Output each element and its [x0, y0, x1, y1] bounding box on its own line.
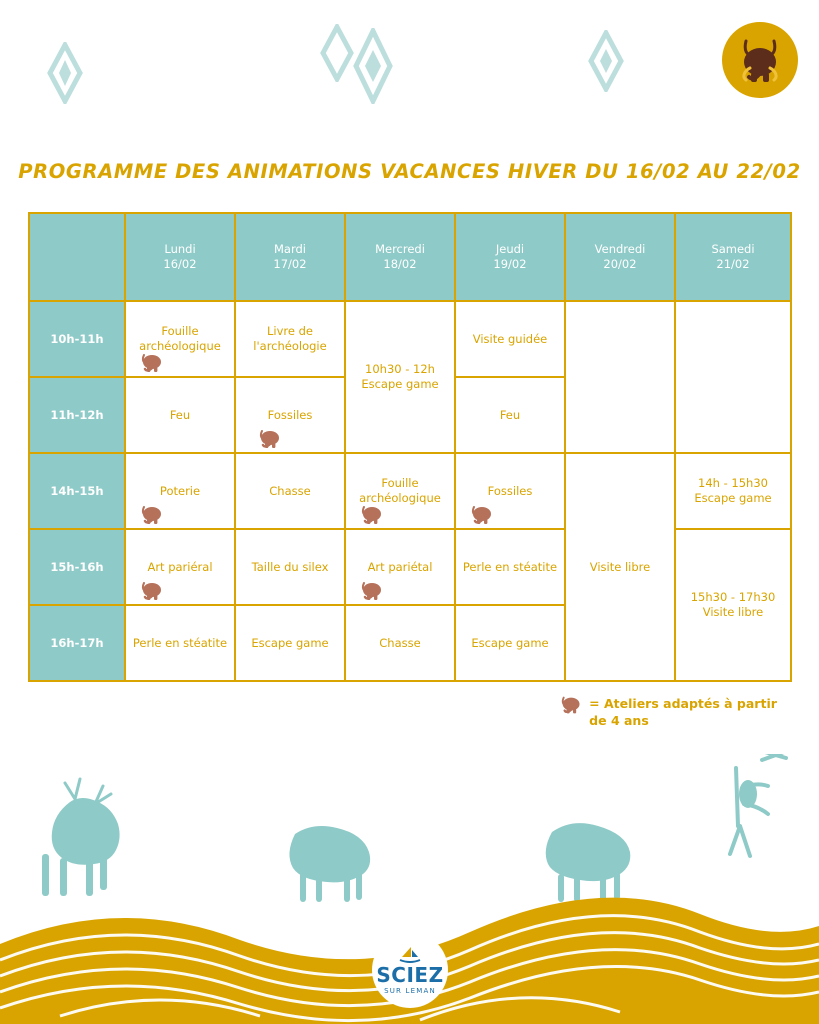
sciez-logo	[372, 932, 448, 1008]
header-date: 20/02	[603, 257, 637, 271]
mammoth-icon	[360, 582, 386, 600]
cell-lundi-16h[interactable]: Perle en stéatite	[125, 605, 235, 681]
table-row	[29, 301, 791, 377]
header-day: Samedi	[711, 242, 755, 257]
logo-sub-text: SUR LEMAN	[384, 986, 436, 995]
cell-vendredi-apresmidi[interactable]: Visite libre	[565, 453, 675, 681]
cell-mardi-14h[interactable]: Chasse	[235, 453, 345, 529]
mammoth-icon	[560, 694, 584, 716]
diamond-decor-3	[350, 28, 396, 104]
page-title: PROGRAMME DES ANIMATIONS VACANCES HIVER DU 16/02 AU 22/02	[18, 160, 801, 183]
cell-jeudi-15h[interactable]: Perle en stéatite	[455, 529, 565, 605]
cell-jeudi-16h[interactable]: Escape game	[455, 605, 565, 681]
cell-lundi-10h[interactable]	[125, 301, 235, 377]
header-date: 18/02	[383, 257, 417, 271]
mammoth-icon	[140, 506, 166, 524]
header-day: Mercredi	[375, 242, 425, 257]
mammoth-icon	[140, 354, 166, 372]
mammoth-icon	[360, 506, 386, 524]
corner-cell	[29, 213, 125, 301]
time-slot-4: 16h-17h	[29, 605, 125, 681]
mammoth-icon	[734, 35, 786, 85]
header-mardi	[235, 213, 345, 301]
header-vendredi	[565, 213, 675, 301]
header-day: Lundi	[164, 242, 196, 257]
time-slot-1: 11h-12h	[29, 377, 125, 453]
header-day: Vendredi	[594, 242, 646, 257]
cell-mardi-11h[interactable]	[235, 377, 345, 453]
cell-mercredi-16h[interactable]: Chasse	[345, 605, 455, 681]
header-samedi	[675, 213, 791, 301]
sail-icon	[399, 946, 421, 964]
time-slot-0: 10h-11h	[29, 301, 125, 377]
header-day: Mardi	[274, 242, 306, 257]
mammoth-logo-badge	[722, 22, 798, 98]
cell-samedi-1530[interactable]: 15h30 - 17h30 Visite libre	[675, 529, 791, 681]
cell-label: Fossiles	[267, 407, 313, 422]
mammoth-icon	[140, 582, 166, 600]
time-slot-3: 15h-16h	[29, 529, 125, 605]
cell-jeudi-14h[interactable]	[455, 453, 565, 529]
cell-label: Poterie	[159, 483, 201, 498]
table-header-row	[29, 213, 791, 301]
diamond-decor-4	[586, 30, 626, 92]
cell-mercredi-15h[interactable]	[345, 529, 455, 605]
header-date: 19/02	[493, 257, 527, 271]
cell-label: Fouille archéologique	[139, 324, 221, 353]
header-lundi	[125, 213, 235, 301]
cell-mardi-15h[interactable]: Taille du silex	[235, 529, 345, 605]
cell-lundi-11h[interactable]: Feu	[125, 377, 235, 453]
mammoth-icon	[470, 506, 496, 524]
cell-mercredi-matin[interactable]	[345, 301, 455, 453]
header-jeudi	[455, 213, 565, 301]
legend-text: = Ateliers adaptés à partir de 4 ans	[589, 696, 777, 728]
table-row	[29, 529, 791, 605]
header-date: 21/02	[716, 257, 750, 271]
cell-jeudi-10h[interactable]: Visite guidée	[455, 301, 565, 377]
cell-vendredi-matin[interactable]	[565, 301, 675, 453]
header-day: Jeudi	[495, 242, 525, 257]
cell-label: Art pariéral	[147, 559, 213, 574]
cell-samedi-14h[interactable]: 14h - 15h30 Escape game	[675, 453, 791, 529]
table-row	[29, 453, 791, 529]
cell-label: Fouille archéologique	[359, 476, 441, 505]
header-date: 17/02	[273, 257, 307, 271]
cell-mardi-16h[interactable]: Escape game	[235, 605, 345, 681]
mammoth-icon	[258, 430, 284, 448]
schedule-table	[28, 212, 792, 682]
cell-label: Art pariétal	[367, 559, 433, 574]
cell-label: 10h30 - 12h Escape game	[361, 362, 439, 391]
header-date: 16/02	[163, 257, 197, 271]
schedule-container	[28, 212, 790, 682]
diamond-decor-1	[44, 42, 86, 104]
header-mercredi	[345, 213, 455, 301]
cell-mardi-10h[interactable]: Livre de l'archéologie	[235, 301, 345, 377]
cell-samedi-matin[interactable]	[675, 301, 791, 453]
cell-label: Fossiles	[487, 483, 533, 498]
cell-jeudi-11h[interactable]: Feu	[455, 377, 565, 453]
legend	[560, 694, 792, 730]
cell-mercredi-14h[interactable]	[345, 453, 455, 529]
cell-lundi-15h[interactable]	[125, 529, 235, 605]
logo-main-text: SCIEZ	[376, 962, 444, 987]
time-slot-2: 14h-15h	[29, 453, 125, 529]
cell-lundi-14h[interactable]	[125, 453, 235, 529]
